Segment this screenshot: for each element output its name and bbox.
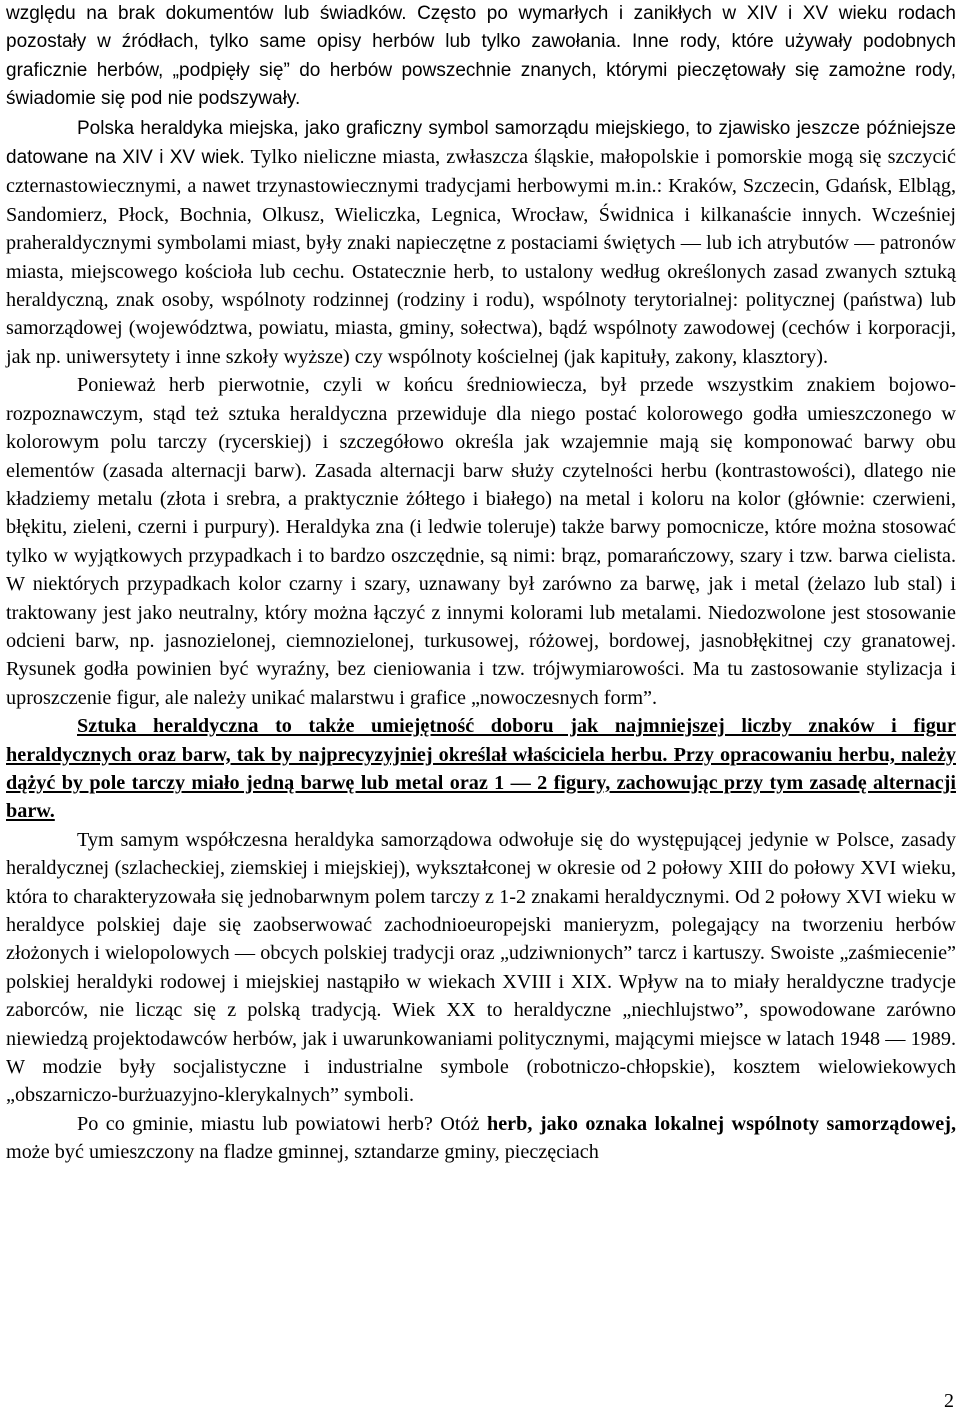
paragraph-2-sans-part: Polska heraldyka miejska, jako graficzny symbol samorządu miejskiego, to zjawisko jeszcze późniejsze datowane na XIV i XV wiek. [6, 117, 956, 169]
page-number: 2 [944, 1390, 954, 1412]
paragraph-4-emphasis: Sztuka heraldyczna to także umiejętność doboru jak najmniejszej liczby znaków i figur heraldycznych oraz barw, tak by najprecyzyjniej określał właściciela herbu. Przy opracowaniu herbu, należy dążyć by pole tarczy miało jedną barwę lub metal oraz 1 — 2 figury, zachowując przy tym zasadę alternacji barw. [6, 715, 956, 823]
paragraph-5: Tym samym współczesna heraldyka samorządowa odwołuje się do występującej jedynie w Polsce, zasady heraldycznej (szlacheckiej, ziemskiej i miejskiej), wykształconej w okresie od 2 połowy XIII do połowy XVI wieku, która to charakteryzowała się jednobarwnym polem tarczy z 1-2 znakami heraldycznymi. Od 2 połowy XVI wieku w heraldyce polskiej daje się zaobserwować zachodnioeuropejski manieryzm, polegający na tworzeniu herbów złożonych i wielopolowych — obcych polskiej tradycji oraz „udziwnionych” tarcz i kartuszy. Swoiste „zaśmiecenie” polskiej heraldyki rodowej i miejskiej nastąpiło w wiekach XVIII i XIX. Wpływ na to miały heraldyczne tradycje zaborców, nie licząc się z polską tradycją. Wiek XX to heraldyczne „niechlujstwo”, spowodowane zarówno niewiedzą projektodawców herbów, jak i uwarunkowaniami politycznymi, mającymi miejsce w latach 1948 — 1989. W modzie były socjalistyczne i industrialne symbole (robotniczo-chłopskie), kosztem wielowiekowych „obszarniczo-burżuazyjno-klerykalnych” symboli. [6, 828, 956, 1107]
paragraph-6 [6, 1110, 956, 1167]
paragraph-1: względu na brak dokumentów lub świadków. Często po wymarłych i zanikłych w XIV i XV wieku rodach pozostały w źródłach, tylko same opisy herbów lub tylko zawołania. Inne rody, które używały podobnych graficznie herbów, „podpięły się” do herbów powszechnie znanych, którymi pieczętowały się zamożne rody, świadomie się pod nie podszywały. [6, 3, 956, 110]
paragraph-6-bold: herb, jako oznaka lokalnej wspólnoty samorządowej, [486, 1112, 956, 1135]
paragraph-2 [6, 114, 956, 372]
document-page [6, 0, 956, 1167]
paragraph-2-serif-part: Tylko nieliczne miasta, zwłaszcza śląskie, małopolskie i pomorskie mogą się szczycić czternastowiecznymi, a nawet trzynastowiecznymi tradycjami herbowymi m.in.: Kraków, Szczecin, Gdańsk, Elbląg, Sandomierz, Płock, Bochnia, Olkusz, Wieliczka, Legnica, Wrocław, Świdnica i kilkanaście innych. Wcześniej praheraldycznymi symbolami miast, były znaki napieczętne z postaciami świętych — lub ich atrybutów — patronów miasta, miejscowego kościoła lub cechu. Ostatecznie herb, to ustalony według określonych zasad zwanych sztuką heraldyczną, znak osoby, wspólnoty rodzinnej (rodziny i rodu), wspólnoty terytorialnej: politycznej (państwa) lub samorządowej (województwa, powiatu, miasta, gminy, sołectwa), bądź wspólnoty zawodowej (cechów i korporacji, jak np. uniwersytety i inne szkoły wyższe) czy wspólnoty kościelnej (jak kapituły, zakony, klasztory). [6, 146, 956, 368]
paragraph-6-lead: Po co gminie, miastu lub powiatowi herb? Otóż [77, 1112, 487, 1135]
paragraph-3: Ponieważ herb pierwotnie, czyli w końcu średniowiecza, był przede wszystkim znakiem bojowo-rozpoznawczym, stąd też sztuka heraldyczna przewiduje dla niego postać kolorowego godła umieszczonego w kolorowym polu tarczy (rycerskiej) i szczegółowo określa jak wzajemnie mają się komponować barwy obu elementów (zasada alternacji barw). Zasada alternacji barw służy czytelności herbu (kontrastowości), dlatego nie kładziemy metalu (złota i srebra, a praktycznie żółtego i białego) na metal i koloru na kolor (głównie: czerwieni, błękitu, zieleni, czerni i purpury). Heraldyka zna (i ledwie toleruje) także barwy pomocnicze, które można stosować tylko w wyjątkowych przypadkach i to bardzo oszczędnie, są nimi: brąz, pomarańczowy, szary i tzw. barwa cielista. W niektórych przypadkach kolor czarny i szary, uznawany był zarówno za barwę, jak i metal (żelazo lub stal) i traktowany jest jako neutralny, który można łączyć z innymi kolorami lub metalami. Niedozwolone jest stosowanie odcieni barw, np. jasnozielonej, ciemnozielonej, turkusowej, różowej, bordowej, jasnobłękitnej czy granatowej. Rysunek godła powinien być wyraźny, bez cieniowania i tzw. trójwymiarowości. Ma tu zastosowanie stylizacja i uproszczenie figur, ale należy unikać malarstwu i grafice „nowoczesnych form”. [6, 374, 956, 709]
paragraph-6-tail: może być umieszczony na fladze gminnej, sztandarze gminy, pieczęciach [6, 1141, 599, 1164]
